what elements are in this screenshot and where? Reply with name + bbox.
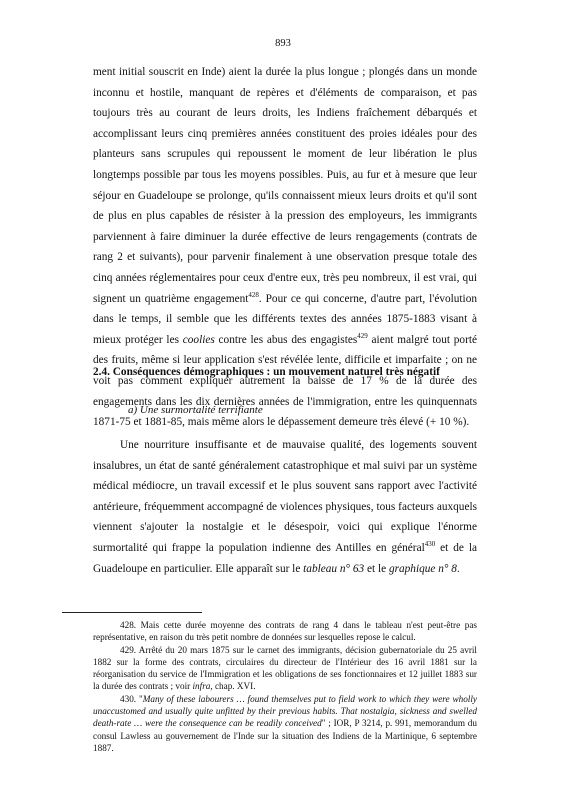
footnote-quote: Many of these labourers … found themselves put to field work to which they were wholly unaccustomed and usually quite unfitted by their previous habits. That nostalgia, sickness and swelled death-rate … were the consequence can be readily conceived <box>93 693 477 729</box>
table-reference: tableau n° 63 <box>303 562 365 575</box>
paragraph-text: ment initial souscrit en Inde) aient la durée la plus longue ; plongés dans un monde inconnu et hostile, manquant de repères et d'éléments de comparaison, et pas toujours très au courant de leurs droits, les Indiens fraîchement débarqués et accomplissant leurs cinq premières années constituent des proies idéales pour des planteurs sans scrupules qui repoussent le moment de leur libération le plus longtemps possible par tous les moyens possibles. Puis, au fur et à mesure que leur séjour en Guadeloupe se prolonge, qu'ils connaissent mieux leurs droits et qu'il sont de plus en plus capables de résister à la pression des employeurs, les immigrants parviennent à faire diminuer la durée effective de leurs rengagements (contrats de rang 2 et suivants), pour parvenir finalement à une observation presque totale des cinq années réglementaires pour ceux d'entre eux, très peu nombreux, il est vrai, qui signent un quatrième engagement <box>93 66 477 305</box>
italic-term: coolies <box>182 333 215 346</box>
page-number: 893 <box>275 38 291 49</box>
footnote-divider <box>62 612 202 613</box>
paragraph-text: . <box>456 562 460 575</box>
paragraph-text: Une nourriture insuffisante et de mauvaise qualité, des logements souvent insalubres, un état de santé généralement catastrophique et mal suivi par un système médical médiocre, un travail excessif et le plus souvent sans rapport avec l'activité antérieure, fréquemment accompagné de violences physiques, tous facteurs auxquels viennent s'ajouter la nostalgie et le désespoir, voici qui explique l'énorme surmortalité qui frappe la population indienne des Antilles en général <box>93 439 477 554</box>
paragraph-text: et le <box>364 562 389 575</box>
section-heading: 2.4. Conséquences démographiques : un mouvement naturel très négatif <box>93 366 440 378</box>
footnote-italic: infra <box>192 681 211 692</box>
footnote-text: , chap. XVI. <box>210 681 256 692</box>
footnote-ref-429[interactable]: 429 <box>357 331 368 340</box>
graph-reference: graphique n° 8 <box>388 562 457 575</box>
footnotes <box>93 619 477 754</box>
footnote-text: 429. Arrêté du 20 mars 1875 sur le carnet des immigrants, décision gubernatoriale du 25 avril 1882 sur la forme des contrats, circulaires du directeur de l'Intérieur des 16 avril 1881 sur la réorganisation du service de l'Immigration et les obligations de ses fonctionnaires et 12 juillet 1883 sur la durée des contrats ; voir <box>93 644 477 692</box>
paragraph-text: et de la Guadeloupe en particulier. Elle apparaît sur le <box>93 541 477 575</box>
subsection-heading: a) Une surmortalité terrifiante <box>128 404 263 416</box>
body-paragraph-2 <box>93 435 477 579</box>
footnote-430 <box>93 693 477 754</box>
footnote-text: 430. " <box>120 693 143 704</box>
footnote-ref-430[interactable]: 430 <box>424 540 436 549</box>
paragraph-text: aient malgré tout porté des fruits, même si leur application s'est révélée lente, difficile et imparfaite ; on ne voit pas comment expliquer autrement la baisse de 17 % de la durée des engagements dans les dix dernières années de l'immigration, entre les quinquennats 1871-75 et 1881-85, mais même alors le dépassement demeure très élevé (+ 10 %). <box>93 333 477 429</box>
footnote-428: 428. Mais cette durée moyenne des contrats de rang 4 dans le tableau n'est peut-être pas représentative, en raison du très petit nombre de données sur lesquelles repose le calcul. <box>93 620 477 643</box>
footnote-ref-428[interactable]: 428 <box>248 290 259 299</box>
footnote-text: " ; IOR, P 3214, p. 991, memorandum du consul Lawless au gouvernement de l'Inde sur la situation des Indiens de la Martinique, 6 septembre 1887. <box>93 718 477 753</box>
paragraph-text: contre les abus des engagistes <box>214 333 358 346</box>
paragraph-text: . Pour ce qui concerne, d'autre part, l'évolution dans le temps, il semble que les différents textes des années 1875-1883 visant à mieux protéger les <box>93 292 477 346</box>
footnote-429 <box>93 644 477 693</box>
